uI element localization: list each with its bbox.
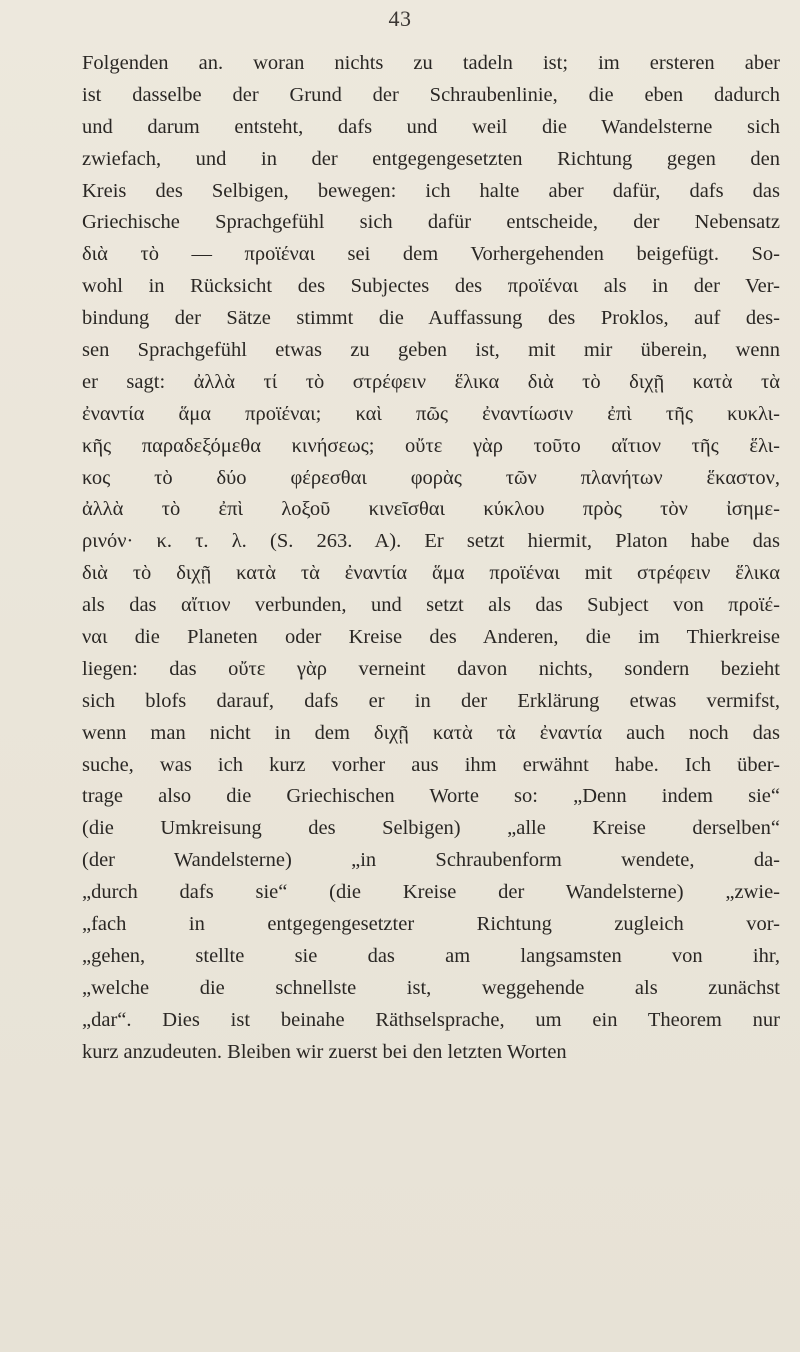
text-line: wenn man nicht in dem διχῇ κατὰ τὰ ἐναντία auch noch das	[82, 721, 780, 744]
text-line: suche, was ich kurz vorher aus ihm erwähnt habe. Ich über-	[82, 753, 780, 776]
text-line: trage also die Griechischen Worte so: „Denn indem sie“	[82, 785, 780, 808]
text-line: διὰ τὸ διχῇ κατὰ τὰ ἐναντία ἅμα προϊέναι mit στρέφειν ἕλικα	[82, 562, 780, 585]
text-line: (der Wandelsterne) „in Schraubenform wendete, da-	[82, 849, 780, 872]
text-line: und darum entsteht, dafs und weil die Wandelsterne sich	[82, 115, 780, 138]
text-line: διὰ τὸ — προϊέναι sei dem Vorhergehenden beigefügt. So-	[82, 243, 780, 266]
text-line: κος τὸ δύο φέρεσθαι φορὰς τῶν πλανήτων ἕκαστον,	[82, 466, 780, 489]
text-line: Griechische Sprachgefühl sich dafür entscheide, der Nebensatz	[82, 211, 780, 234]
text-line: „dar“. Dies ist beinahe Räthselsprache, um ein Theorem nur	[82, 1008, 780, 1031]
text-line: ἀλλὰ τὸ ἐπὶ λοξοῦ κινεῖσθαι κύκλου πρὸς τὸν ἰσημε-	[82, 498, 780, 521]
text-line: sen Sprachgefühl etwas zu geben ist, mit mir überein, wenn	[82, 339, 780, 362]
text-line: (die Umkreisung des Selbigen) „alle Kreise derselben“	[82, 817, 780, 840]
text-line: zwiefach, und in der entgegengesetzten Richtung gegen den	[82, 147, 780, 170]
text-line: „gehen, stellte sie das am langsamsten von ihr,	[82, 944, 780, 967]
text-line: sich blofs darauf, dafs er in der Erklärung etwas vermifst,	[82, 689, 780, 712]
text-line: κῆς παραδεξόμεθα κινήσεως; οὔτε γὰρ τοῦτο αἴτιον τῆς ἕλι-	[82, 434, 780, 457]
text-line: liegen: das οὔτε γὰρ verneint davon nichts, sondern bezieht	[82, 657, 780, 680]
text-line: wohl in Rücksicht des Subjectes des προϊέναι als in der Ver-	[82, 275, 780, 298]
text-line: ναι die Planeten oder Kreise des Anderen, die im Thierkreise	[82, 626, 780, 649]
text-line: als das αἴτιον verbunden, und setzt als das Subject von προϊέ-	[82, 594, 780, 617]
text-line: kurz anzudeuten. Bleiben wir zuerst bei den letzten Worten	[82, 1040, 567, 1063]
text-line: Kreis des Selbigen, bewegen: ich halte aber dafür, dafs das	[82, 179, 780, 202]
body-text	[82, 48, 780, 1069]
text-line: er sagt: ἀλλὰ τί τὸ στρέφειν ἕλικα διὰ τὸ διχῇ κατὰ τὰ	[82, 370, 780, 393]
text-line: ρινόν· κ. τ. λ. (S. 263. A). Er setzt hiermit, Platon habe das	[82, 530, 780, 553]
text-line: ist dasselbe der Grund der Schraubenlinie, die eben dadurch	[82, 83, 780, 106]
text-line: „fach in entgegengesetzter Richtung zugleich vor-	[82, 913, 780, 936]
text-line: bindung der Sätze stimmt die Auffassung des Proklos, auf des-	[82, 307, 780, 330]
page-number: 43	[388, 6, 412, 31]
text-line: „durch dafs sie“ (die Kreise der Wandelsterne) „zwie-	[82, 881, 780, 904]
text-line: „welche die schnellste ist, weggehende als zunächst	[82, 976, 780, 999]
text-line: ἐναντία ἅμα προϊέναι; καὶ πῶς ἐναντίωσιν ἐπὶ τῆς κυκλι-	[82, 402, 780, 425]
text-line: Folgenden an. woran nichts zu tadeln ist; im ersteren aber	[82, 52, 780, 74]
